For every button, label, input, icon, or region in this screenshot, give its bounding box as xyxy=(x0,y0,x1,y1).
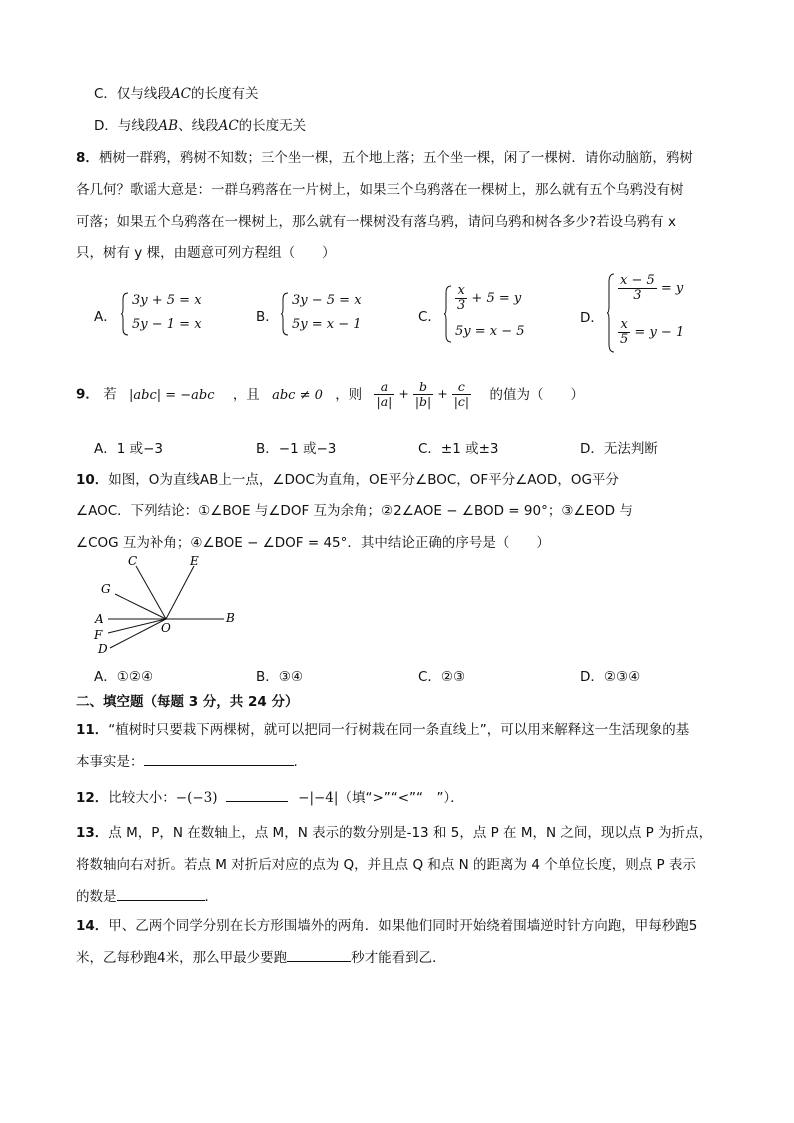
label-o: O xyxy=(161,621,171,635)
question-number: 12． xyxy=(76,790,109,806)
fraction: $\frac{x}{5}$ xyxy=(620,317,629,347)
prev-option-d-text: D．与线段 xyxy=(94,118,159,134)
label-a: A xyxy=(95,612,104,626)
question-number: 11． xyxy=(76,722,109,738)
question-number: 14． xyxy=(76,918,109,934)
label-c: C xyxy=(128,554,138,568)
prev-option-d xyxy=(94,114,306,134)
ray-of xyxy=(108,619,166,633)
compare-left: −(−3) xyxy=(175,790,218,806)
prev-option-c xyxy=(94,82,259,102)
q8-line-2: 各几何？歌谣大意是：一群乌鸦落在一片树上，如果三个乌鸦落在一棵树上，那么就有五个乌鸦没有树 xyxy=(76,182,684,198)
equation-row-2: $\frac{x}{5}$ = y − 1 xyxy=(620,317,685,347)
q9-option-a[interactable]: A．1 或−3 xyxy=(94,441,164,457)
section-heading: 二、填空题（每题 3 分，共 24 分） xyxy=(76,694,299,710)
angle-diagram xyxy=(88,550,248,660)
q9-line: 9． 若 |abc| = −abc ，且 abc ≠ 0 ，则 $\frac{a}{|a|}$ + $\frac{b}{|b|}$ + $\frac{c}{|c|}$ 的值为（ ） xyxy=(76,379,584,409)
equation-row-1: 3y − 5 = x xyxy=(292,293,362,308)
q11-line-1 xyxy=(76,718,689,738)
answer-blank[interactable] xyxy=(144,751,294,766)
answer-blank[interactable] xyxy=(287,947,351,962)
q10-option-b[interactable]: B．③④ xyxy=(256,669,303,685)
nonzero-condition: abc ≠ 0 xyxy=(272,387,323,403)
prev-option-d-end: 的长度无关 xyxy=(238,118,307,134)
ray-od xyxy=(110,619,166,648)
q8-option-a-label[interactable]: A． xyxy=(94,309,117,325)
q8-option-c-system[interactable] xyxy=(443,284,543,344)
equation-row-1: $\frac{x}{3}$ + 5 = y xyxy=(457,283,522,313)
label-f: F xyxy=(94,628,103,642)
abs-equation: |abc| = −abc xyxy=(129,387,215,403)
q8-text: 栖树一群鸦，鸦树不知数；三个坐一棵，五个地上落；五个坐一棵，闲了一棵树．请你动脑筋，鸦树 xyxy=(98,150,693,166)
label-g: G xyxy=(101,582,111,596)
label-d: D xyxy=(98,642,108,656)
label-b: B xyxy=(226,611,235,625)
segment-label: AB xyxy=(158,118,179,134)
q8-option-d-system[interactable] xyxy=(606,272,706,354)
ray-oe xyxy=(166,566,194,619)
q10-option-d[interactable]: D．②③④ xyxy=(580,669,641,685)
answer-blank[interactable] xyxy=(226,787,288,802)
fraction: $\frac{x - 5}{3}$ xyxy=(620,273,655,303)
prev-option-c-text: C．仅与线段 xyxy=(94,86,171,102)
q8-option-c-label[interactable]: C． xyxy=(418,309,441,325)
q8-option-b-system[interactable] xyxy=(280,291,370,337)
segment-label: AC xyxy=(170,86,192,102)
q9-option-b[interactable]: B．−1 或−3 xyxy=(256,441,337,457)
q9-option-c[interactable]: C．±1 或±3 xyxy=(418,441,499,457)
q14-text: 甲、乙两个同学分别在长方形围墙外的两角．如果他们同时开始绕着围墙逆时针方向跑，甲每秒跑5 xyxy=(108,918,698,934)
question-number: 10． xyxy=(76,472,109,488)
q8-line-3: 可落；如果五个乌鸦落在一棵树上，那么就有一棵树没有落乌鸦，请问乌鸦和树各多少?若设乌鸦有 x xyxy=(76,214,676,230)
equation-row-1: 3y + 5 = x xyxy=(132,293,202,308)
q13-line-3: 的数是 ． xyxy=(76,885,218,905)
q8-line-1 xyxy=(76,146,693,166)
q8-line-4: 只，树有 y 棵，由题意可列方程组（ ） xyxy=(76,245,336,261)
q8-option-a-system[interactable] xyxy=(120,291,210,337)
compare-right: −|−4| xyxy=(298,790,339,806)
answer-blank[interactable] xyxy=(117,886,205,901)
fraction-sum: $\frac{a}{|a|}$ + $\frac{b}{|b|}$ + $\frac{c}{|c|}$ xyxy=(376,379,470,409)
q10-line-3: ∠COG 互为补角；④∠BOE − ∠DOF = 45°．其中结论正确的序号是（ ） xyxy=(76,535,550,551)
equation-row-2: 5y = x − 5 xyxy=(455,324,525,339)
q8-option-d-label[interactable]: D． xyxy=(580,310,604,326)
q13-line-2: 将数轴向右对折。若点 M 对折后对应的点为 Q，并且点 Q 和点 N 的距离为 4 个单位长度，则点 P 表示 xyxy=(76,857,696,873)
fraction: $\frac{x}{3}$ xyxy=(457,283,466,313)
q10-text: 如图，O为直线AB上一点，∠DOC为直角，OE平分∠BOC，OF平分∠AOD，OG平分 xyxy=(108,472,619,488)
segment-label: AC xyxy=(218,118,239,134)
equation-row-2: 5y = x − 1 xyxy=(292,317,362,332)
q10-line-1 xyxy=(76,468,619,488)
q12-line: 12．比较大小：−(−3) −|−4|（填“>”“<”“ ”）． xyxy=(76,786,464,806)
question-number: 13． xyxy=(76,825,109,841)
q11-text: “植树时只要栽下两棵树，就可以把同一行树栽在同一条直线上”，可以用来解释这一生活现象的基 xyxy=(108,722,690,738)
q13-line-1 xyxy=(76,821,712,841)
equation-row-1: $\frac{x - 5}{3}$ = y xyxy=(620,273,684,303)
q10-option-a[interactable]: A．①②④ xyxy=(94,669,154,685)
equation-row-2: 5y − 1 = x xyxy=(132,317,202,332)
q10-line-2: ∠AOC．下列结论：①∠BOE 与∠DOF 互为余角；②2∠AOE − ∠BOD = 90°；③∠EOD 与 xyxy=(76,503,633,519)
prev-option-d-mid: 、线段 xyxy=(178,118,219,134)
q11-line-2: 本事实是： ． xyxy=(76,750,307,770)
prev-option-c-end: 的长度有关 xyxy=(191,86,259,102)
q10-option-c[interactable]: C．②③ xyxy=(418,669,466,685)
brace-icon xyxy=(443,284,453,344)
label-e: E xyxy=(190,554,199,568)
question-number: 9． xyxy=(76,386,99,403)
brace-icon xyxy=(606,272,616,354)
question-number: 8． xyxy=(76,150,99,166)
q14-line-2: 米，乙每秒跑4米，那么甲最少要跑 秒才能看到乙． xyxy=(76,946,446,966)
q8-option-b-label[interactable]: B． xyxy=(256,309,279,325)
q14-line-1 xyxy=(76,914,697,934)
brace-icon xyxy=(120,291,130,337)
ray-oc xyxy=(136,566,166,619)
brace-icon xyxy=(280,291,290,337)
q13-text: 点 M，P，N 在数轴上，点 M，N 表示的数分别是-13 和 5，点 P 在 M，N 之间，现以点 P 为折点， xyxy=(108,825,713,841)
q9-option-d[interactable]: D．无法判断 xyxy=(580,441,658,457)
